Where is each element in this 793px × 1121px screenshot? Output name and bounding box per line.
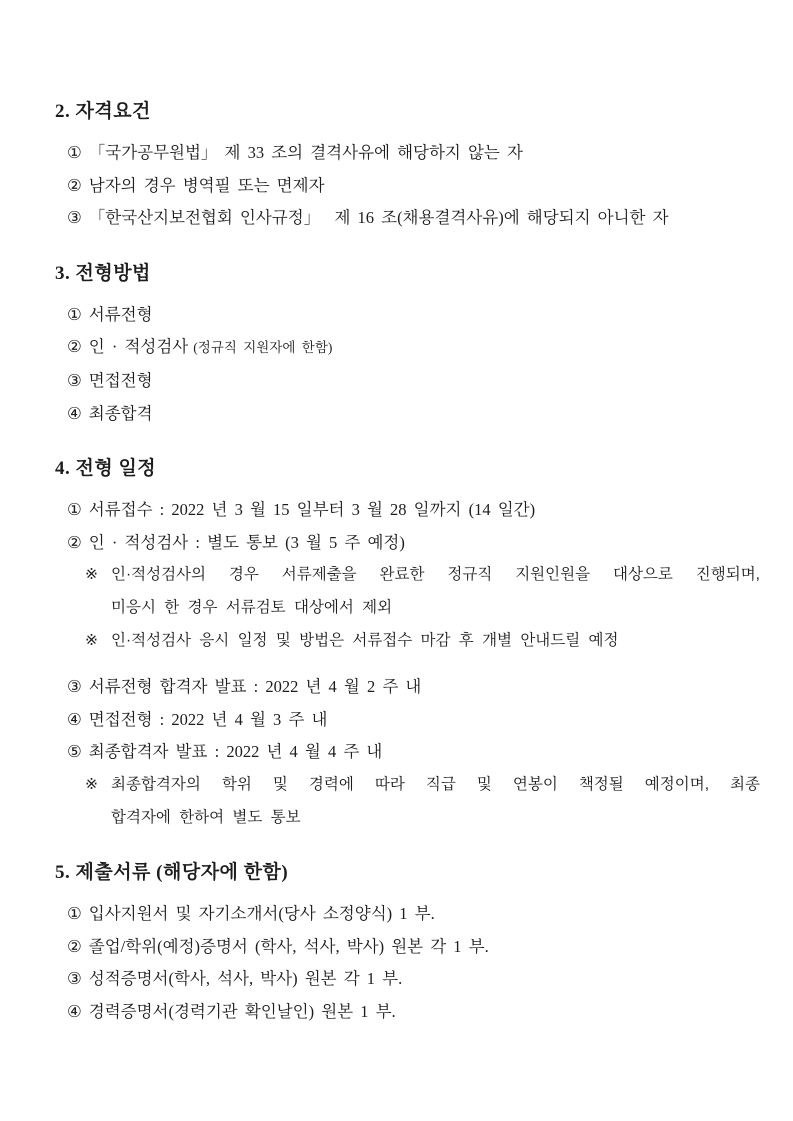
- document-section: [55, 100, 760, 235]
- list-item: [67, 671, 760, 704]
- list-item: [67, 170, 760, 203]
- item-marker: ④: [67, 1001, 82, 1021]
- item-text: 「한국산지보전협회 인사규정」 제 16 조(채용결격사유)에 해당되지 아니한 자: [88, 208, 669, 228]
- note-marker: ※: [85, 775, 98, 793]
- list-item: [67, 996, 760, 1029]
- note-line: 미응시 한 경우 서류검토 대상에서 제외: [111, 598, 393, 616]
- item-text: 경력증명서(경력기관 확인날인) 원본 1 부.: [88, 1001, 396, 1021]
- item-text: 남자의 경우 병역필 또는 면제자: [88, 175, 325, 195]
- item-text: 입사지원서 및 자기소개서(당사 소정양식) 1 부.: [88, 904, 435, 924]
- note-marker: ※: [85, 566, 98, 584]
- list-item: [67, 137, 760, 170]
- list-item: [67, 365, 760, 398]
- document-section: [55, 262, 760, 430]
- item-marker: ①: [67, 500, 82, 520]
- list-item: [67, 931, 760, 964]
- section-items: [55, 299, 760, 430]
- note-line: 최종합격자의 학위 및 경력에 따라 직급 및 연봉이 책정될 예정이며, 최종: [111, 775, 760, 793]
- note-marker: ※: [85, 631, 98, 649]
- section-title: 4. 전형 일정: [55, 458, 157, 480]
- item-text: 성적증명서(학사, 석사, 박사) 원본 각 1 부.: [88, 969, 403, 989]
- section-items: [55, 898, 760, 1028]
- item-text: 최종합격자 발표 : 2022 년 4 월 4 주 내: [88, 742, 383, 762]
- item-marker: ③: [67, 370, 82, 390]
- item-marker: ①: [67, 904, 82, 924]
- note-item: [67, 625, 760, 658]
- item-marker: ③: [67, 969, 82, 989]
- item-text: 면접전형 : 2022 년 4 월 3 주 내: [88, 709, 328, 729]
- item-marker: ④: [67, 709, 82, 729]
- document-section: [55, 861, 760, 1028]
- note-line: 인·적성검사 응시 일정 및 방법은 서류접수 마감 후 개별 안내드릴 예정: [111, 631, 619, 649]
- section-items: [55, 494, 760, 834]
- note-line: 합격자에 한하여 별도 통보: [111, 808, 301, 826]
- list-item: [67, 898, 760, 931]
- item-text: 졸업/학위(예정)증명서 (학사, 석사, 박사) 원본 각 1 부.: [88, 936, 489, 956]
- item-marker: ③: [67, 208, 82, 228]
- list-item: [67, 398, 760, 431]
- item-text: 최종합격: [88, 403, 153, 423]
- item-marker: ②: [67, 532, 82, 552]
- note-item: [67, 559, 760, 624]
- item-marker: ②: [67, 175, 82, 195]
- note-lines: [111, 559, 760, 624]
- item-text-small: (정규직 지원자에 한함): [193, 340, 333, 356]
- list-item: [67, 331, 760, 365]
- item-text: 인 · 적성검사 : 별도 통보 (3 월 5 주 예정): [88, 532, 405, 552]
- item-text: 인 · 적성검사: [88, 337, 189, 357]
- section-title: 2. 자격요건: [55, 101, 151, 122]
- section-items: [55, 137, 760, 235]
- item-marker: ②: [67, 936, 82, 956]
- section-title: 5. 제출서류 (해당자에 한함): [55, 862, 289, 884]
- item-text: 「국가공무원법」 제 33 조의 결격사유에 해당하지 않는 자: [88, 143, 523, 162]
- item-text: 서류전형: [88, 304, 153, 324]
- list-item: [67, 963, 760, 996]
- document-body: [55, 100, 760, 1028]
- list-item: [67, 704, 760, 737]
- item-marker: ⑤: [67, 742, 82, 762]
- note-line: 인·적성검사의 경우 서류제출을 완료한 정규직 지원인원을 대상으로 진행되며,: [111, 566, 760, 584]
- item-marker: ④: [67, 403, 82, 423]
- item-marker: ①: [67, 143, 82, 162]
- note-lines: [111, 769, 760, 834]
- note-lines: [111, 625, 760, 658]
- list-item: [67, 202, 760, 235]
- list-item: [67, 736, 760, 769]
- item-text: 서류접수 : 2022 년 3 월 15 일부터 3 월 28 일까지 (14 일간): [88, 500, 536, 520]
- item-marker: ①: [67, 304, 82, 324]
- item-marker: ③: [67, 677, 82, 697]
- item-text: 서류전형 합격자 발표 : 2022 년 4 월 2 주 내: [88, 677, 422, 697]
- list-item: [67, 494, 760, 527]
- document-section: [55, 457, 760, 834]
- note-item: [67, 769, 760, 834]
- list-item: [67, 527, 760, 560]
- list-item: [67, 299, 760, 332]
- item-marker: ②: [67, 337, 82, 357]
- item-text: 면접전형: [88, 370, 153, 390]
- section-title: 3. 전형방법: [55, 262, 151, 284]
